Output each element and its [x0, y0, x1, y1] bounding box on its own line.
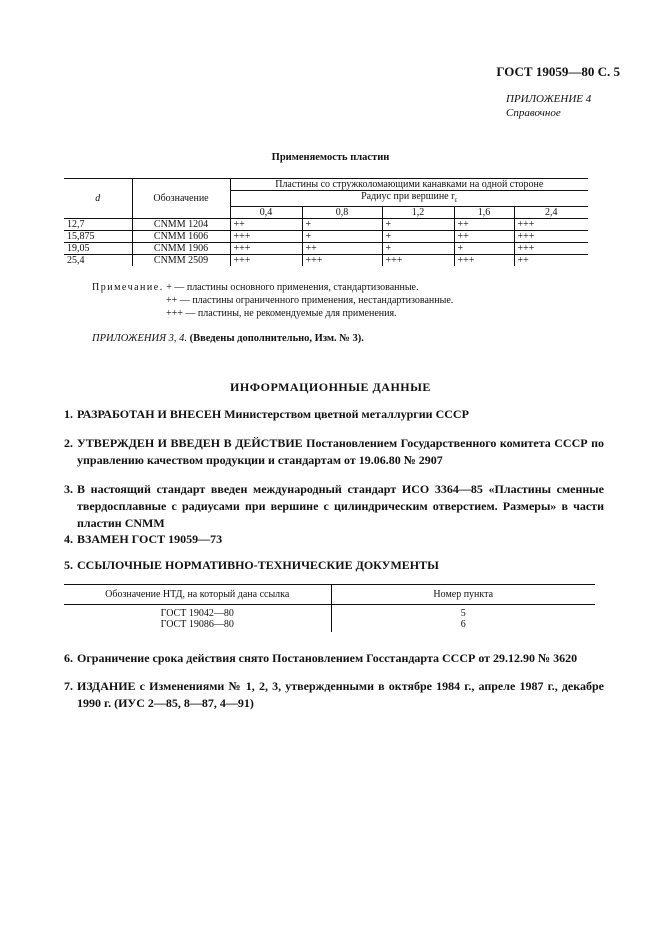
note-label: Примечание. — [92, 282, 164, 293]
ref-col-point: Номер пункта — [331, 585, 595, 605]
cell-value: ++ — [230, 219, 302, 231]
appendix-type: Справочное — [506, 107, 561, 119]
radius-col: 0,4 — [230, 207, 302, 219]
references-table — [64, 584, 595, 632]
info-item-1: 1. РАЗРАБОТАН И ВНЕСЕН Министерством цветной металлургии СССР — [64, 407, 469, 421]
info-item-5: 5. ССЫЛОЧНЫЕ НОРМАТИВНО-ТЕХНИЧЕСКИЕ ДОКУМЕНТЫ — [64, 558, 439, 572]
note-text: + — пластины основного применения, стандартизованные. — [166, 282, 419, 293]
cell-value: +++ — [514, 219, 588, 231]
radius-col: 0,8 — [302, 207, 382, 219]
cell-d: 12,7 — [64, 219, 132, 231]
cell-value: + — [382, 243, 454, 255]
cell-d: 19,05 — [64, 243, 132, 255]
cell-value: ++ — [454, 231, 514, 243]
cell-value: +++ — [382, 255, 454, 267]
info-item-6: 6. Ограничение срока действия снято Постановлением Госстандарта СССР от 29.12.90 № 3620 — [64, 651, 578, 665]
ref-point: 5 — [331, 605, 595, 620]
doc-reference: ГОСТ 19059—80 С. 5 — [496, 64, 620, 79]
ref-point: 6 — [331, 619, 595, 632]
cell-d: 15,875 — [64, 231, 132, 243]
info-item-3: 3. В настоящий стандарт введен международный стандарт ИСО 3364—85 «Пластины сменные твердосплавные с радиусами при вершине с цилиндрическим отверстием. Размеры» в части пластин CNMM — [64, 482, 604, 530]
cell-designation: CNMM 1606 — [132, 231, 230, 243]
info-item-2: 2. УТВЕРЖДЕН И ВВЕДЕН В ДЕЙСТВИЕ Постановлением Государственного комитета СССР по управлению качеством продукции и стандартам от 19.06.80 № 2907 — [64, 436, 604, 467]
cell-designation: CNMM 1204 — [132, 219, 230, 231]
cell-value: +++ — [230, 243, 302, 255]
info-item-7: 7. ИЗДАНИЕ с Изменениями № 1, 2, 3, утвержденными в октябре 1984 г., апреле 1987 г., декабре 1990 г. (ИУС 2—85, 8—87, 4—91) — [64, 679, 604, 710]
info-item-4: 4. ВЗАМЕН ГОСТ 19059—73 — [64, 532, 223, 546]
radius-col: 1,6 — [454, 207, 514, 219]
cell-value: ++ — [302, 243, 382, 255]
cell-designation: CNMM 2509 — [132, 255, 230, 267]
appendix-number: ПРИЛОЖЕНИЕ 4 — [506, 93, 592, 105]
note-line-3: +++ — пластины, не рекомендуемые для применения. — [166, 308, 397, 319]
group-header: Пластины со стружколомающими канавками на одной стороне — [230, 179, 588, 191]
table-row — [64, 255, 588, 267]
cell-value: ++ — [514, 255, 588, 267]
cell-value: +++ — [230, 231, 302, 243]
appendices-intro — [92, 333, 364, 344]
table-row — [64, 243, 588, 255]
applicability-table — [64, 178, 588, 266]
table-title: Применяемость пластин — [271, 152, 390, 163]
cell-value: ++ — [454, 219, 514, 231]
cell-value: + — [454, 243, 514, 255]
note-line-2: ++ — пластины ограниченного применения, нестандартизованные. — [166, 295, 454, 306]
cell-value: + — [302, 219, 382, 231]
appendices-note: (Введены дополнительно, Изм. № 3). — [189, 333, 364, 344]
ref-col-doc: Обозначение НТД, на который дана ссылка — [64, 585, 331, 605]
appendix-block — [506, 92, 591, 120]
cell-value: + — [302, 231, 382, 243]
note-line-1 — [92, 281, 419, 294]
cell-value: +++ — [230, 255, 302, 267]
radius-header: Радиус при вершине $r_\varepsilon$ — [230, 191, 588, 207]
col-designation-header: Обозначение — [132, 179, 230, 219]
cell-designation: CNMM 1906 — [132, 243, 230, 255]
cell-value: + — [382, 231, 454, 243]
ref-doc: ГОСТ 19042—80 — [160, 608, 234, 619]
radius-col: 1,2 — [382, 207, 454, 219]
ref-doc: ГОСТ 19086—80 — [160, 619, 234, 630]
cell-value: +++ — [514, 243, 588, 255]
info-title: ИНФОРМАЦИОННЫЕ ДАННЫЕ — [230, 380, 431, 394]
appendices-label: ПРИЛОЖЕНИЯ 3, 4. — [92, 333, 187, 344]
table-row — [64, 231, 588, 243]
table-row — [64, 605, 595, 620]
table-row — [64, 619, 595, 632]
cell-value: + — [382, 219, 454, 231]
col-d-header: d — [64, 179, 132, 219]
cell-value: +++ — [454, 255, 514, 267]
radius-col: 2,4 — [514, 207, 588, 219]
table-row — [64, 219, 588, 231]
cell-d: 25,4 — [67, 255, 85, 266]
cell-value: +++ — [514, 231, 588, 243]
cell-value: +++ — [302, 255, 382, 267]
